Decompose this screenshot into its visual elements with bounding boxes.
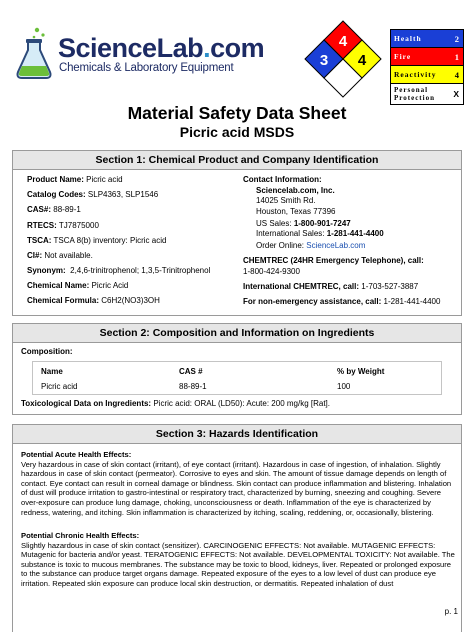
chemical-name-value: Picric Acid — [91, 281, 129, 290]
product-name-field — [27, 175, 123, 185]
logo-wordmark — [58, 34, 264, 62]
cas-field — [27, 205, 81, 215]
chemical-formula-value: C6H2(NO3)3OH — [101, 296, 160, 305]
toxicological-label: Toxicological Data on Ingredients: — [21, 399, 152, 408]
page-number: p. 1 — [444, 607, 458, 616]
acute-effects-paragraph — [21, 450, 457, 517]
intl-chemtrec-value: 1-703-527-3887 — [361, 282, 419, 291]
tsca-field — [27, 236, 166, 246]
chemical-formula-field — [27, 296, 160, 306]
chemical-name-field — [27, 281, 128, 291]
synonym-field — [27, 266, 210, 276]
hmis-table — [390, 29, 464, 105]
intl-sales-field — [256, 229, 384, 239]
order-online-link[interactable]: ScienceLab.com — [306, 241, 366, 250]
catalog-codes-field — [27, 190, 158, 200]
intl-sales-value: 1-281-441-4400 — [326, 229, 384, 238]
acute-effects-label: Potential Acute Health Effects: — [21, 450, 132, 459]
composition-cell-name: Picric acid — [41, 382, 78, 391]
composition-col-weight: % by Weight — [337, 367, 385, 376]
contact-info-label: Contact Information: — [243, 175, 322, 184]
hmis-ppe-value: X — [446, 84, 464, 105]
composition-label: Composition: — [21, 347, 73, 356]
logo-tld: com — [210, 33, 265, 63]
ci-label: CI#: — [27, 251, 43, 260]
logo-tagline: Chemicals & Laboratory Equipment — [59, 62, 234, 74]
section-2 — [12, 323, 462, 415]
document-subtitle: Picric acid MSDS — [179, 124, 295, 140]
acute-effects-text: Very hazardous in case of skin contact (irritant), of eye contact (irritant). Hazardous in case of ingestion, of inhalation. Slightly hazardous in case of skin contact (permeator). Corrosive to eyes and skin. The amount of tissue damage depends on length of contact. Eye contact can result in corneal damage or blindness. Skin contact can produce inflammation and blistering. Inhalation of dust will produce irritation to gastro-intestinal or respiratory tract, characterized by burning, sneezing and coughing. Severe over-exposure can produce lung damage, choking, unconsciousness or death. Inflammation of the eye is characterized by redness, watering, and itching. Skin inflammation is characterized by itching, scaling, reddening, or, occasionally, blistering. — [21, 459, 452, 517]
catalog-codes-label: Catalog Codes: — [27, 190, 86, 199]
hmis-ppe-label-line2: Protection — [394, 94, 435, 102]
hmis-fire-label: Fire — [391, 48, 447, 66]
chemtrec-value: 1-800-424-9300 — [243, 267, 300, 276]
section-1-header: Section 1: Chemical Product and Company Identification — [13, 151, 461, 170]
cas-label: CAS#: — [27, 205, 52, 214]
address-line-1: 14025 Smith Rd. — [256, 196, 316, 205]
ci-value: Not available. — [44, 251, 93, 260]
cas-value: 88-89-1 — [53, 205, 81, 214]
tsca-label: TSCA: — [27, 236, 52, 245]
tsca-value: TSCA 8(b) inventory: Picric acid — [53, 236, 167, 245]
order-online-label: Order Online: — [256, 241, 305, 250]
synonym-label: Synonym: — [27, 266, 66, 275]
order-online-field — [256, 241, 365, 251]
logo-lab: Lab — [156, 33, 204, 63]
synonym-value: 2,4,6-trinitrophenol; 1,3,5-Trinitrophenol — [70, 266, 211, 275]
flask-icon — [12, 24, 58, 82]
toxicological-data — [21, 399, 330, 409]
company-name: Sciencelab.com, Inc. — [256, 186, 335, 195]
composition-cell-cas: 88-89-1 — [179, 382, 207, 391]
non-emergency-label: For non-emergency assistance, call: — [243, 297, 382, 306]
hmis-row-health — [391, 30, 464, 48]
logo-science: Science — [58, 33, 157, 63]
hmis-ppe-label-line1: Personal — [394, 86, 429, 94]
catalog-codes-value: SLP4363, SLP1546 — [87, 190, 159, 199]
chronic-effects-paragraph — [21, 531, 457, 589]
us-sales-label: US Sales: — [256, 219, 292, 228]
chemical-name-label: Chemical Name: — [27, 281, 90, 290]
hmis-reactivity-value: 4 — [446, 66, 464, 84]
ci-field — [27, 251, 93, 261]
section-3 — [12, 424, 462, 632]
intl-sales-label: International Sales: — [256, 229, 325, 238]
intl-chemtrec-label: International CHEMTREC, call: — [243, 282, 360, 291]
intl-chemtrec-field — [243, 282, 418, 292]
product-name-value: Picric acid — [86, 175, 123, 184]
nfpa-health-value: 3 — [319, 52, 329, 69]
rtecs-field — [27, 221, 99, 231]
hmis-ppe-label — [391, 84, 447, 105]
nfpa-fire-value: 4 — [338, 33, 348, 50]
hmis-health-label: Health — [391, 30, 447, 48]
composition-col-name: Name — [41, 367, 63, 376]
section-1 — [12, 150, 462, 316]
section-3-header: Section 3: Hazards Identification — [13, 425, 461, 444]
us-sales-field — [256, 219, 351, 229]
logo-dot: . — [203, 33, 211, 63]
hmis-row-fire — [391, 48, 464, 66]
sciencelab-logo[interactable] — [12, 22, 265, 84]
address-line-2: Houston, Texas 77396 — [256, 207, 336, 216]
non-emergency-value: 1-281-441-4400 — [383, 297, 441, 306]
chemical-formula-label: Chemical Formula: — [27, 296, 100, 305]
chronic-effects-text: Slightly hazardous in case of skin contact (sensitizer). CARCINOGENIC EFFECTS: Not available. MUTAGENIC EFFECTS: Mutagenic for bacteria and/or yeast. TERATOGENIC EFFECTS: Not available. DEVELOPMENTAL TOXICITY: Not available. The substance is toxic to mucous membranes. The substance may be toxic to blood, kidneys, liver. Repeated or prolonged exposure to the substance can produce target organs damage. Repeated exposure of the eyes to a low level of dust can produce eye irritation. Repeated skin exposure can produce local skin destruction, or dermatitis. Repeated inhalation of dust — [21, 540, 455, 588]
nfpa-diamond — [304, 20, 382, 98]
composition-col-cas: CAS # — [179, 367, 203, 376]
composition-table — [32, 361, 442, 395]
non-emergency-field — [243, 297, 440, 307]
document-title: Material Safety Data Sheet — [127, 103, 347, 123]
product-name-label: Product Name: — [27, 175, 84, 184]
toxicological-value: Picric acid: ORAL (LD50): Acute: 200 mg/kg [Rat]. — [153, 399, 330, 408]
hmis-row-reactivity — [391, 66, 464, 84]
chemtrec-label: CHEMTREC (24HR Emergency Telephone), call: — [243, 256, 424, 265]
hmis-reactivity-label: Reactivity — [391, 66, 447, 84]
rtecs-label: RTECS: — [27, 221, 57, 230]
chronic-effects-label: Potential Chronic Health Effects: — [21, 531, 140, 540]
nfpa-reactivity-value: 4 — [357, 52, 367, 69]
hmis-row-ppe — [391, 84, 464, 105]
section-2-header: Section 2: Composition and Information on Ingredients — [13, 324, 461, 343]
composition-cell-weight: 100 — [337, 382, 351, 391]
rtecs-value: TJ7875000 — [58, 221, 99, 230]
hmis-health-value: 2 — [446, 30, 464, 48]
hmis-fire-value: 1 — [446, 48, 464, 66]
us-sales-value: 1-800-901-7247 — [293, 219, 351, 228]
